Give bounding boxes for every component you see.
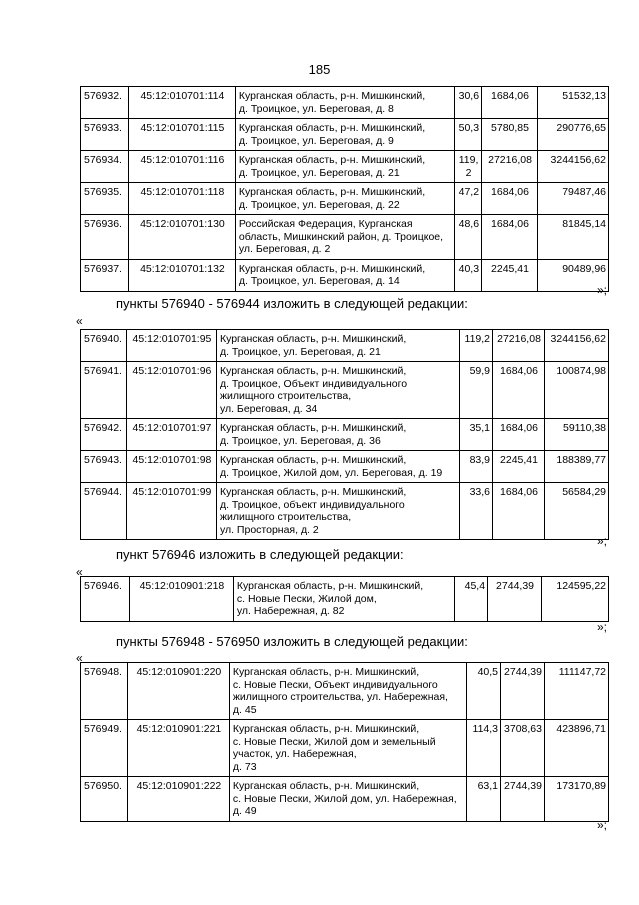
area: 50,3 <box>455 119 482 151</box>
address-line: д. Троицкое, ул. Береговая, д. 8 <box>238 102 394 115</box>
address-line: д. Троицкое, ул. Береговая, д. 22 <box>238 198 400 211</box>
closing-quote-2: »; <box>597 534 608 548</box>
section-heading-2: пункты 576940 - 576944 изложить в следующей редакции: <box>116 296 468 311</box>
area: 47,2 <box>455 183 482 215</box>
address-line: д. Троицкое, Объект индивидуального <box>219 377 408 390</box>
cadastral-number: 45:12:010901:220 <box>127 663 229 720</box>
area: 63,1 <box>467 777 501 822</box>
address-line: ул. Набережная, д. 82 <box>236 605 345 617</box>
closing-quote-4: »; <box>597 818 608 832</box>
table-row <box>81 87 609 119</box>
total-value: 173170,89 <box>545 777 609 822</box>
address-line: д. Троицкое, объект индивидуального <box>219 498 405 511</box>
area: 119,2 <box>460 330 493 362</box>
address <box>216 451 459 483</box>
unit-price: 2245,41 <box>482 259 538 291</box>
address-line: д. Троицкое, ул. Береговая, д. 36 <box>219 434 381 447</box>
property-table-3 <box>80 576 609 622</box>
total-value: 423896,71 <box>545 720 609 777</box>
address-line: жилищного строительства, <box>219 511 352 523</box>
page-number: 185 <box>308 62 331 77</box>
row-number: 576949. <box>81 720 128 777</box>
row-number: 576942. <box>81 419 127 451</box>
table-row <box>81 777 609 822</box>
row-number: 576940. <box>81 330 127 362</box>
total-value: 51532,13 <box>538 87 609 119</box>
section-heading-3: пункт 576946 изложить в следующей редакции: <box>116 547 404 562</box>
address-line: с. Новые Пески, Жилой дом, ул. Набережная, <box>232 792 457 805</box>
total-value: 79487,46 <box>538 183 609 215</box>
property-table-4 <box>80 662 609 822</box>
address <box>216 362 459 419</box>
area: 48,6 <box>455 215 482 260</box>
area: 119, 2 <box>455 151 482 183</box>
row-number: 576950. <box>81 777 128 822</box>
row-number: 576937. <box>81 259 129 291</box>
unit-price: 5780,85 <box>482 119 538 151</box>
unit-price: 1684,06 <box>482 87 538 119</box>
address <box>229 777 466 822</box>
cadastral-number: 45:12:010701:114 <box>128 87 235 119</box>
area: 33,6 <box>460 483 493 540</box>
address-line: Курганская область, р-н. Мишкинский, <box>238 262 426 275</box>
cadastral-number: 45:12:010701:97 <box>126 419 216 451</box>
address-line: Российская Федерация, Курганская <box>238 218 413 230</box>
address <box>235 119 454 151</box>
address-line: Курганская область, р-н. Мишкинский, <box>219 454 407 466</box>
cadastral-number: 45:12:010701:98 <box>126 451 216 483</box>
cadastral-number: 45:12:010701:132 <box>128 259 235 291</box>
cadastral-number: 45:12:010701:96 <box>126 362 216 419</box>
cadastral-number: 45:12:010701:130 <box>128 215 235 260</box>
address-line: Курганская область, р-н. Мишкинский, <box>238 90 426 102</box>
area: 114,3 <box>467 720 501 777</box>
area: 59,9 <box>460 362 493 419</box>
row-number: 576948. <box>81 663 128 720</box>
table-row <box>81 577 609 622</box>
property-table-2 <box>80 329 609 540</box>
table-row <box>81 330 609 362</box>
row-number: 576933. <box>81 119 129 151</box>
address <box>216 483 459 540</box>
total-value: 56584,29 <box>545 483 609 540</box>
address-line: д. 45 <box>232 703 257 716</box>
total-value: 90489,96 <box>538 259 609 291</box>
address-line: д. Троицкое, ул. Береговая, д. 14 <box>238 275 400 287</box>
address-line: Курганская область, р-н. Мишкинский, <box>232 666 420 678</box>
address-line: Курганская область, р-н. Мишкинский, <box>219 333 407 345</box>
unit-price: 1684,06 <box>482 215 538 260</box>
cadastral-number: 45:12:010701:115 <box>128 119 235 151</box>
table-row <box>81 451 609 483</box>
total-value: 188389,77 <box>545 451 609 483</box>
unit-price: 2744,39 <box>501 663 545 720</box>
address <box>216 419 459 451</box>
row-number: 576944. <box>81 483 127 540</box>
address-line: Курганская область, р-н. Мишкинский, <box>219 365 407 377</box>
row-number: 576943. <box>81 451 127 483</box>
opening-quote-4: « <box>76 651 83 665</box>
address-line: Курганская область, р-н. Мишкинский, <box>232 780 420 792</box>
address-line: область, Мишкинский район, д. Троицкое, <box>238 230 444 243</box>
address-line: Курганская область, р-н. Мишкинский, <box>219 422 407 434</box>
address-line: д. Троицкое, ул. Береговая, д. 9 <box>238 134 394 147</box>
address-line: жилищного строительства, ул. Набережная, <box>232 691 448 703</box>
closing-quote-3: »; <box>597 620 608 634</box>
address-line: с. Новые Пески, Жилой дом и земельный <box>232 735 436 748</box>
area: 40,5 <box>467 663 501 720</box>
unit-price: 27216,08 <box>493 330 545 362</box>
area: 45,4 <box>455 577 488 622</box>
unit-price: 2744,39 <box>501 777 545 822</box>
address-line: д. Троицкое, ул. Береговая, д. 21 <box>219 345 381 358</box>
address <box>216 330 459 362</box>
total-value: 59110,38 <box>545 419 609 451</box>
unit-price: 1684,06 <box>493 362 545 419</box>
row-number: 576935. <box>81 183 129 215</box>
total-value: 111147,72 <box>545 663 609 720</box>
unit-price: 2245,41 <box>493 451 545 483</box>
row-number: 576932. <box>81 87 129 119</box>
address-line: Курганская область, р-н. Мишкинский, <box>238 186 426 198</box>
address <box>235 215 454 260</box>
opening-quote-2: « <box>76 314 83 328</box>
address-line: Курганская область, р-н. Мишкинский, <box>232 723 420 735</box>
address <box>235 259 454 291</box>
cadastral-number: 45:12:010701:95 <box>126 330 216 362</box>
table-row <box>81 151 609 183</box>
address-line: д. 73 <box>232 760 257 773</box>
table-row <box>81 183 609 215</box>
cadastral-number: 45:12:010701:118 <box>128 183 235 215</box>
section-heading-4: пункты 576948 - 576950 изложить в следующей редакции: <box>116 634 468 649</box>
row-number: 576936. <box>81 215 129 260</box>
opening-quote-3: « <box>76 565 83 579</box>
table-row <box>81 119 609 151</box>
area: 83,9 <box>460 451 493 483</box>
property-table-1 <box>80 86 609 292</box>
cadastral-number: 45:12:010901:221 <box>127 720 229 777</box>
unit-price: 2744,39 <box>488 577 542 622</box>
unit-price: 3708,63 <box>501 720 545 777</box>
address-line: д. Троицкое, Жилой дом, ул. Береговая, д. 19 <box>219 466 443 479</box>
total-value: 3244156,62 <box>545 330 609 362</box>
address <box>235 151 454 183</box>
address-line: ул. Береговая, д. 34 <box>219 402 318 415</box>
address-line: Курганская область, р-н. Мишкинский, <box>238 154 426 166</box>
address-line: жилищного строительства, <box>219 390 352 402</box>
address-line: с. Новые Пески, Жилой дом, <box>236 592 377 605</box>
table-row <box>81 720 609 777</box>
table-row <box>81 259 609 291</box>
unit-price: 1684,06 <box>493 419 545 451</box>
row-number: 576941. <box>81 362 127 419</box>
row-number: 576946. <box>81 577 130 622</box>
address-line: участок, ул. Набережная, <box>232 748 357 760</box>
address <box>229 720 466 777</box>
table-row <box>81 483 609 540</box>
total-value: 290776,65 <box>538 119 609 151</box>
address-line: Курганская область, р-н. Мишкинский, <box>238 122 426 134</box>
address <box>233 577 454 622</box>
total-value: 81845,14 <box>538 215 609 260</box>
table-row <box>81 215 609 260</box>
address-line: Курганская область, р-н. Мишкинский, <box>219 486 407 498</box>
address-line: с. Новые Пески, Объект индивидуального <box>232 678 438 691</box>
address <box>235 87 454 119</box>
cadastral-number: 45:12:010901:222 <box>127 777 229 822</box>
address-line: ул. Просторная, д. 2 <box>219 523 319 536</box>
address-line: Курганская область, р-н. Мишкинский, <box>236 580 424 592</box>
address-line: д. Троицкое, ул. Береговая, д. 21 <box>238 166 400 179</box>
closing-quote-1: »; <box>597 283 608 297</box>
address-line: д. 49 <box>232 805 257 817</box>
cadastral-number: 45:12:010701:116 <box>128 151 235 183</box>
total-value: 100874,98 <box>545 362 609 419</box>
unit-price: 27216,08 <box>482 151 538 183</box>
total-value: 3244156,62 <box>538 151 609 183</box>
area: 30,6 <box>455 87 482 119</box>
area: 40,3 <box>455 259 482 291</box>
cadastral-number: 45:12:010901:218 <box>129 577 233 622</box>
table-row <box>81 663 609 720</box>
area: 35,1 <box>460 419 493 451</box>
table-row <box>81 419 609 451</box>
address-line: ул. Береговая, д. 2 <box>238 243 331 255</box>
table-row <box>81 362 609 419</box>
unit-price: 1684,06 <box>493 483 545 540</box>
total-value: 124595,22 <box>542 577 609 622</box>
cadastral-number: 45:12:010701:99 <box>126 483 216 540</box>
address <box>229 663 466 720</box>
row-number: 576934. <box>81 151 129 183</box>
unit-price: 1684,06 <box>482 183 538 215</box>
address <box>235 183 454 215</box>
